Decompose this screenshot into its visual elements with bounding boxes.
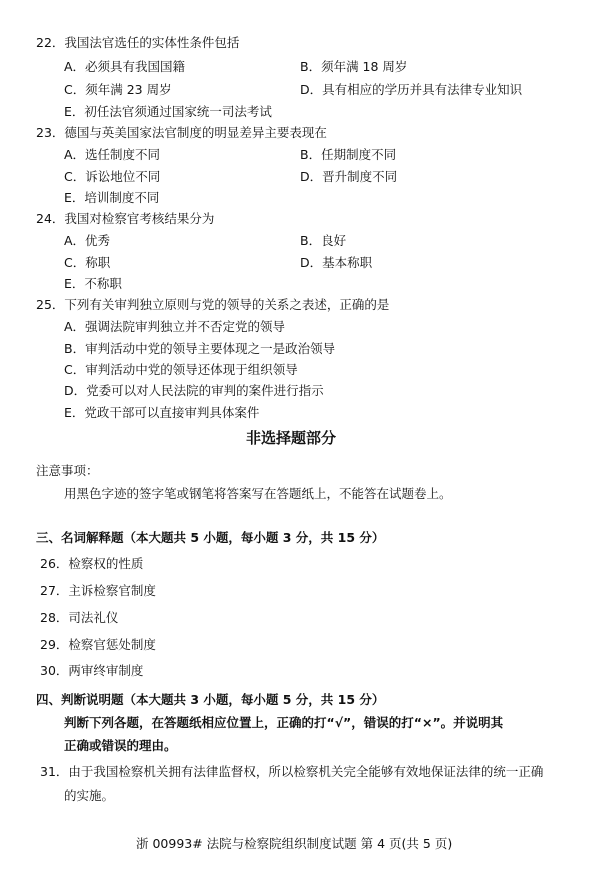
q24-option-e: E．不称职: [64, 276, 122, 291]
q23-option-b: B．任期制度不同: [300, 147, 397, 162]
q25-stem: 25．下列有关审判独立原则与党的领导的关系之表述，正确的是: [36, 297, 390, 312]
q22-option-e: E．初任法官须通过国家统一司法考试: [64, 104, 272, 119]
q23-option-e: E．培训制度不同: [64, 190, 160, 205]
q22-option-c: C．须年满 23 周岁: [64, 82, 172, 97]
page-footer: 浙 00993# 法院与检察院组织制度试题 第 4 页(共 5 页): [136, 836, 453, 851]
q25-option-a: A．强调法院审判独立并不否定党的领导: [64, 319, 286, 334]
q22-option-a: A．必须具有我国国籍: [64, 59, 186, 74]
notice-label: 注意事项：: [36, 463, 99, 478]
q25-option-d: D．党委可以对人民法院的审判的案件进行指示: [64, 383, 324, 398]
q24-option-d: D．基本称职: [300, 255, 373, 270]
part2-title: 非选择题部分: [246, 429, 337, 447]
section4-heading: 四、判断说明题（本大题共 3 小题，每小题 5 分，共 15 分）: [36, 692, 385, 707]
q31-line1: 31．由于我国检察机关拥有法律监督权，所以检察机关完全能够有效地保证法律的统一正确: [40, 764, 544, 779]
q22-option-b: B．须年满 18 周岁: [300, 59, 408, 74]
term-item-26: 26．检察权的性质: [40, 556, 144, 571]
section4-instruction-line1: 判断下列各题，在答题纸相应位置上，正确的打“√”，错误的打“×”。并说明其: [64, 715, 504, 730]
section3-heading: 三、名词解释题（本大题共 5 小题，每小题 3 分，共 15 分）: [36, 530, 385, 545]
q24-option-b: B．良好: [300, 233, 347, 248]
q23-stem: 23．德国与英美国家法官制度的明显差异主要表现在: [36, 125, 327, 140]
q24-option-c: C．称职: [64, 255, 111, 270]
term-item-27: 27．主诉检察官制度: [40, 583, 156, 598]
q23-option-d: D．晋升制度不同: [300, 169, 398, 184]
term-item-30: 30．两审终审制度: [40, 663, 144, 678]
q31-line2: 的实施。: [64, 788, 115, 803]
q22-option-d: D．具有相应的学历并具有法律专业知识: [300, 82, 523, 97]
notice-text: 用黑色字迹的签字笔或钢笔将答案写在答题纸上，不能答在试题卷上。: [64, 486, 452, 501]
q22-stem: 22．我国法官选任的实体性条件包括: [36, 35, 240, 50]
q24-stem: 24．我国对检察官考核结果分为: [36, 211, 215, 226]
q23-option-c: C．诉讼地位不同: [64, 169, 161, 184]
q25-option-e: E．党政干部可以直接审判具体案件: [64, 405, 260, 420]
q25-option-b: B．审判活动中党的领导主要体现之一是政治领导: [64, 341, 336, 356]
q25-option-c: C．审判活动中党的领导还体现于组织领导: [64, 362, 298, 377]
q23-option-a: A．选任制度不同: [64, 147, 161, 162]
q24-option-a: A．优秀: [64, 233, 111, 248]
section4-instruction-line2: 正确或错误的理由。: [64, 738, 177, 753]
term-item-29: 29．检察官惩处制度: [40, 637, 156, 652]
term-item-28: 28．司法礼仪: [40, 610, 119, 625]
